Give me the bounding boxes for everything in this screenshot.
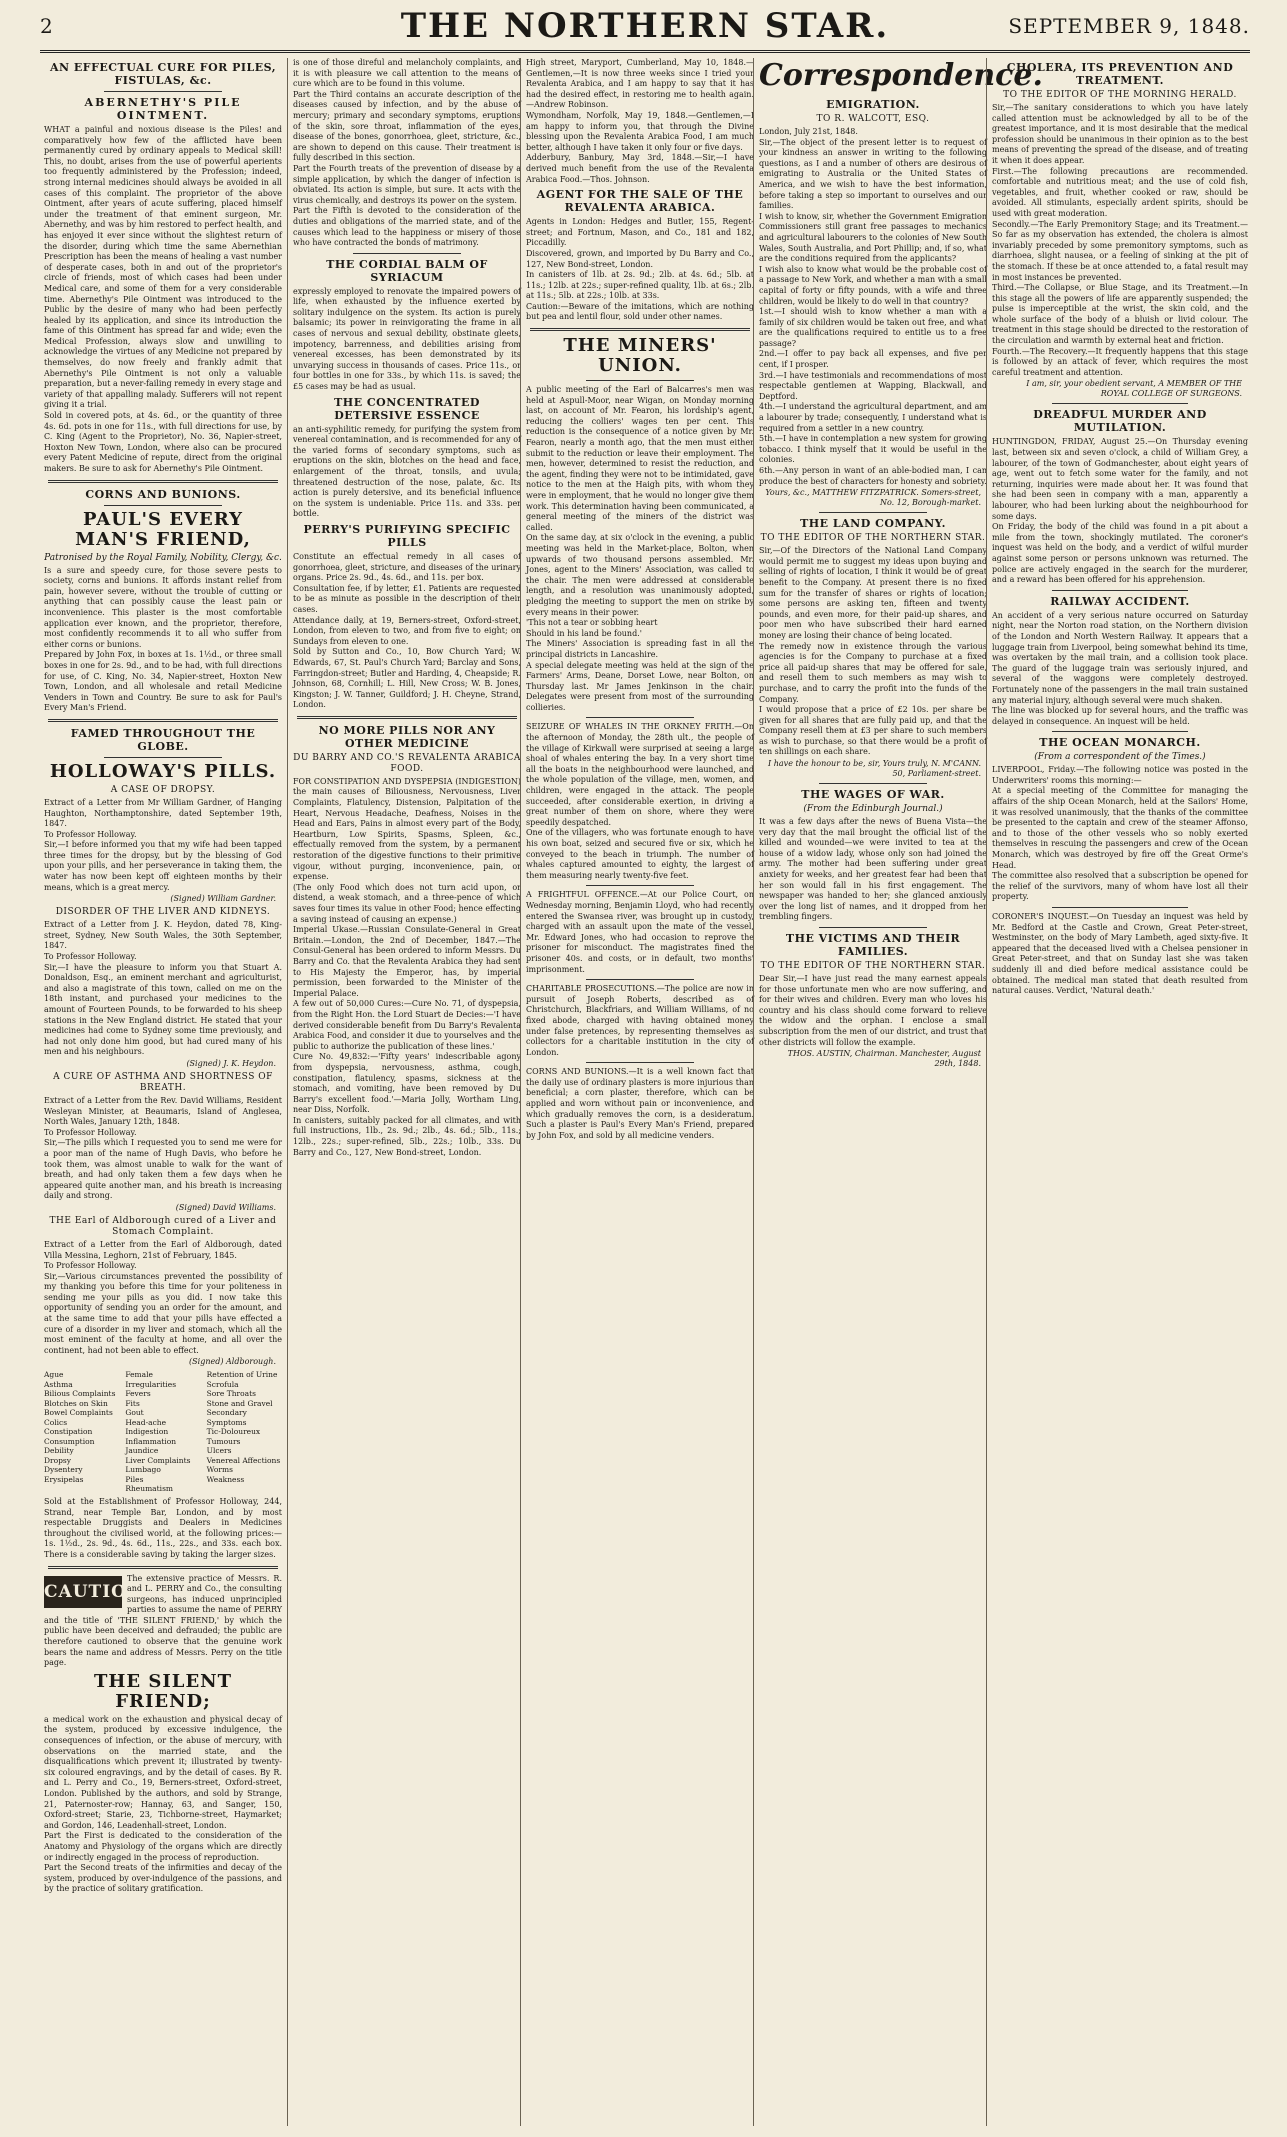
holloway-case-title: A CASE OF DROPSY. (110, 784, 216, 795)
emigration-headline: EMIGRATION. (826, 98, 920, 111)
complaint-item: Jaundice (125, 1446, 159, 1456)
earl-case-title: THE Earl of Aldborough cured of a Liver and Stomach Complaint. (49, 1215, 277, 1237)
liver-signature: (Signed) J. K. Heydon. (186, 1058, 276, 1068)
silent-friend-continued: is one of those direful and melancholy complaints, and it is with pleasure we call attention to the means of cure which are to be found in this volume. Part the Third contains an accurate description of the diseases caused by infection, and by the abuse of mercury; primary and secondary symptoms, eruptions of the skin, sore throat, inflammation of the eyes, disease of the bones, gonorrhoea, gleet, stricture, &c., are shown to depend on this cause. Their treatment is fully described in this section. Part the Fourth treats of the prevention of disease by a simple application, by which the danger of infection is obviated. Its action is simple, but sure. It acts with the virus chemically, and destroys its power on the system. Part the Fifth is devoted to the consideration of the duties and obligations of the married state, and of the causes which lead to the happiness or misery of those who have contracted the bonds of matrimony. (293, 58, 521, 248)
complaint-item: Secondary Symptoms (206, 1408, 247, 1427)
complaint-item: Sore Throats (206, 1389, 256, 1399)
emigration-address: TO R. WALCOTT, ESQ. (816, 114, 930, 124)
silent-friend-text: a medical work on the exhaustion and physical decay of the system, produced by excessive indulgence, the consequences of infection, or the abuse of mercury, with observations on the married state, and the disqualifications which prevent it; illustrated by twenty-six coloured engravings, and by the detail of cases. By R. and L. Perry and Co., 19, Berners-street, Oxford-street, London. Published by the authors, and sold by Strange, 21, Paternoster-row; Hannay, 63, and Sanger, 150, Oxford-street; Starie, 23, Tichborne-street, Haymarket; and Gordon, 146, Leadenhall-street, London. Part the First is dedicated to the consideration of the Anatomy and Physiology of the organs which are directly or indirectly engaged in the process of reproduction. Part the Second treats of the infirmities and decay of the system, produced by over-indulgence of the passions, and by the practice of solitary gratification. (44, 1714, 282, 1894)
divider (586, 1062, 694, 1063)
cordial-balm-headline: THE CORDIAL BALM OF SYRIACUM (326, 257, 488, 284)
complaint-item: Debility (44, 1446, 74, 1456)
cholera-signature: I am, sir, your obedient servant, A MEMBER OF THE ROYAL COLLEGE OF SURGEONS. (1026, 379, 1242, 399)
land-company-signature: I have the honour to be, sir, Yours truly, N. M'CANN. 50, Parliament-street. (768, 759, 981, 779)
cholera-letter-text: Sir,—The sanitary considerations to which you have lately called attention must be acknowledged by all to be of the greatest importance, and it is most desirable that the medical profession should be unanimous in their opinion as to the best means of preventing the spread of the disease, and of treating it when it does appear. First.—The following precautions are recommended. comfortable and nutritious meat; and the use of cold fish, vegetables, and fruit, whether cooked or raw, should be avoided. All stimulants, especially ardent spirits, should be used with great moderation. Secondly.—The Early Premonitory Stage; and its Treatment.—So far as my observation has extended, the cholera is almost invariably preceded by some premonitory symptoms, such as diarrhoea, slight nausea, or a feeling of sinking at the pit of the stomach. If these be at once attended to, a fatal result may in most instances be prevented. Third.—The Collapse, or Blue Stage, and its Treatment.—In this stage all the powers of life are apparently suspended; the pulse is imperceptible at the wrist, the skin cold, and the whole surface of the body of a bluish or livid colour. The treatment in this stage should be directed to the restoration of the circulation and warmth by external heat and friction. Fourth.—The Recovery.—It frequently happens that this stage is followed by an attack of fever, which requires the most careful treatment and attention. (992, 103, 1248, 377)
charities-article-text: CHARITABLE PROSECUTIONS.—The police are now in pursuit of Joseph Roberts, described as of Christchurch, Blackfriars, and William Williams, of no fixed abode, charged with having obtained money under false pretences, by representing themselves as collectors for a charitable institution in the city of London. (526, 984, 757, 1057)
railway-accident-text: An accident of a very serious nature occurred on Saturday night, near the Norton road station, on the Northern division of the London and North Western Railway. It appears that a luggage train from Liverpool, being somewhat behind its time, was overtaken by the mail train, and a collision took place. The guard of the luggage train was seriously injured, and several of the waggons were completely destroyed. Fortunately none of the passengers in the mail train sustained any material injury, although several were much shaken. The line was blocked up for several hours, and the traffic was delayed in consequence. An inquest will be held. (992, 610, 1248, 726)
railway-accident-headline: RAILWAY ACCIDENT. (1050, 594, 1190, 608)
victims-address: TO THE EDITOR OF THE NORTHERN STAR. (760, 961, 986, 971)
divider (586, 380, 694, 381)
divider (48, 1566, 278, 1569)
asthma-case-title: A CURE OF ASTHMA AND SHORTNESS OF BREATH. (53, 1071, 273, 1093)
caution-banner: CAUTION (44, 1576, 122, 1608)
holloway-sale-text: Sold at the Establishment of Professor Holloway, 244, Strand, near Temple Bar, London, and by most respectable Druggists and Dealers in Medicines throughout the civilised world, at the following prices:—1s. 1½d., 2s. 9d., 4s. 6d., 11s., 22s., and 33s. each box. There is a considerable saving by taking the larger sizes. (44, 1496, 285, 1559)
victims-text: Dear Sir,—I have just read the many earnest appeals for those unfortunate men who are now suffering, and for their wives and children. Every man who loves his country and his class should come forward to relieve the widow and the orphan. I enclose a small subscription from the men of our district, and trust that other districts will follow the example. (759, 974, 990, 1047)
complaint-item: Ague (44, 1370, 64, 1380)
victims-headline: THE VICTIMS AND THEIR FAMILIES. (785, 932, 961, 958)
police-article-text: A FRIGHTFUL OFFENCE.—At our Police Court, on Wednesday morning, Benjamin Lloyd, who had recently entered the Swansea river, was brought up in custody, charged with an assault upon the mate of the vessel, Mr. Edward Jones, who had occasion to reprove the prisoner for misconduct. The magistrates fined the prisoner 40s. and costs, or in default, two months' imprisonment. (526, 890, 757, 974)
complaint-item: Fits (125, 1398, 140, 1408)
revalenta-agents-headline: AGENT FOR THE SALE OF THE REVALENTA ARABICA. (536, 188, 744, 215)
page-number: 2 (40, 14, 53, 38)
detersive-essence-text: an anti-syphilitic remedy, for purifying the system from venereal contamination, and is recommended for any of the varied forms of secondary symptoms, such as eruptions on the skin, blotches on the head and face, enlargement of the throat, tonsils, and uvula; threatened destruction of the nose, palate, &c. Its action is purely detersive, and its beneficial influence on the system is undeniable. Price 11s. and 33s. per bottle. (293, 424, 524, 519)
newspaper-title: THE NORTHERN STAR. (400, 6, 890, 46)
complaint-item: Worms (206, 1465, 233, 1475)
complaint-item: Indigestion (125, 1427, 169, 1437)
land-company-text: Sir,—Of the Directors of the National Land Company would permit me to suggest my ideas upon buying and selling of rights of location, I think it would be of great benefit to the Company. At present there is no fixed sum for the transfer of shares or rights of location; some persons are asking ten, fifteen and twenty pounds, and even more, for their paid-up shares, and poor men who have subscribed their hard earned money are losing their chance of being located. The remedy now in existence through the various agencies is for the Company to purchase at a fixed price all paid-up shares that may be offered for sale, and resell them to such members as may wish to purchase, and to carry the profit into the funds of the Company. I would propose that a price of £2 10s. per share be given for all shares that are fully paid up, and that the Company resell them at £3 per share to such members as wish to purchase, so that there would be a profit of ten shillings on each share. (759, 546, 987, 757)
pauls-advert-text: Is a sure and speedy cure, for those severe pests to society, corns and bunions. It affords instant relief from pain, however severe, without the trouble of cutting or anything that can possibly cause the least pain or inconvenience. This plaster is the most comfortable application ever known, and the proprietor, therefore, most confidently recommends it to all who suffer from either corns or bunions. Prepared by John Fox, in boxes at 1s. 1½d., or three small boxes in one for 2s. 9d., and to be had, with full directions for use, of C. King, No. 34, Napier-street, Hoxton New Town, London, and all wholesale and retail Medicine Venders in Town and Country. Be sure to ask for Paul's Every Man's Friend. (44, 565, 282, 713)
divider (297, 716, 517, 719)
complaint-item: Bilious Complaints (44, 1389, 116, 1399)
coroner-inquest-text: CORONER'S INQUEST.—On Tuesday an inquest was held by Mr. Bedford at the Castle and Crown, Great Peter-street, Westminster, on the body of Mary Lambeth, aged sixty-five. It appeared that the deceased lived with a Chelsea pensioner in Great Peter-street, and that on Sunday last she was taken suddenly ill and died before medical assistance could be obtained. The medical man stated that death resulted from natural causes. Verdict, 'Natural death.' (992, 912, 1251, 996)
asthma-signature: (Signed) David Williams. (175, 1202, 276, 1212)
complaints-list (44, 1370, 282, 1494)
issue-date: SEPTEMBER 9, 1848. (1008, 14, 1250, 38)
emigration-signature: Yours, &c., MATTHEW FITZPATRICK. Somers-street, No. 12, Borough-market. (765, 488, 981, 508)
divider (104, 91, 222, 92)
silent-friend-headline: THE SILENT FRIEND; (93, 1670, 233, 1712)
revalenta-advert-text: FOR CONSTIPATION AND DYSPEPSIA (INDIGESTION) the main causes of Biliousness, Nervousness, Liver Complaints, Flatulency, Distension, Palpitation of the Heart, Nervous Headache, Deafness, Noises in the Head and Ears, Pains in almost every part of the Body, Heartburn, Low Spirits, Spasms, Spleen, &c., effectually removed from the system, by a permanent restoration of the digestive functions to their primitive vigour, without purging, inconvenience, pain, or expense. (The only Food which does not turn acid upon, or distend, a weak stomach, and a three-pence of which saves four times its value in other Food; hence effecting a saving instead of causing an expense.) Imperial Ukase.—Russian Consulate-General in Great Britain.—London, the 2nd of December, 1847.—The Consul-General has been ordered to inform Messrs. Du Barry and Co. that the Revalenta Arabica they had sent to His Majesty the Emperor, has, by imperial permission, been forwarded to the Minister of the Imperial Palace. A few out of 50,000 Cures:—Cure No. 71, of dyspepsia, from the Right Hon. the Lord Stuart de Decies:—'I have derived considerable benefit from Du Barry's Revalenta Arabica Food, and consider it due to yourselves and the public to authorize the publication of these lines.' (293, 776, 521, 1051)
land-company-headline: THE LAND COMPANY. (800, 517, 946, 531)
complaint-item: Consumption (44, 1436, 95, 1446)
divider (1052, 403, 1188, 404)
land-company-address: TO THE EDITOR OF THE NORTHERN STAR. (760, 533, 986, 544)
corns-headline: CORNS AND BUNIONS. (85, 487, 241, 501)
divider (104, 757, 222, 758)
complaint-item: Blotches on Skin (44, 1398, 108, 1408)
wages-of-war-source: (From the Edinburgh Journal.) (803, 804, 943, 815)
corns-notice-text: CORNS AND BUNIONS.—It is a well known fact that the daily use of ordinary plasters is more injurious than beneficial; a corn plaster, therefore, which can be applied and worn without pain or inconvenience, and which gradually removes the corn, is a desideratum. Such a plaster is Paul's Every Man's Friend, prepared by John Fox, and sold by all medicine venders. (526, 1067, 757, 1140)
divider (1052, 907, 1188, 908)
holloway-dropsy-text: Extract of a Letter from Mr William Gardner, of Hanging Haughton, Northamptonshire, dated September 19th, 1847. To Professor Holloway. Sir,—I before informed you that my wife had been tapped three times for the dropsy, but by the blessing of God upon your pills, and her perseverance in taking them, the water has now been kept off eighteen months by their means, which is a great mercy. (44, 797, 282, 892)
divider (104, 505, 222, 506)
complaint-item: Piles (125, 1474, 144, 1484)
complaint-item: Lumbago (125, 1465, 161, 1475)
complaint-item: Ulcers (206, 1446, 232, 1456)
holloway-headline: HOLLOWAY'S PILLS. (49, 760, 277, 782)
column-1 (44, 58, 285, 2126)
whales-article-text: SEIZURE OF WHALES IN THE ORKNEY FRITH.—On the afternoon of Monday, the 28th ult., the people of the village of Kirkwall were surprised at seeing a large shoal of whales entering the bay. In a very short time all the boats in the neighbourhood were launched, and the whole population of the village, men, women, and children, were engaged in the attack. The people succeeded, after considerable exertion, in driving a great number of them on shore, where they were speedily despatched. One of the villagers, who was fortunate enough to have his own boat, seized and secured five or six, which he conveyed to the beach in triumph. The number of whales captured amounted to eighty, the largest of them measuring nearly twenty-five feet. (526, 722, 754, 880)
complaint-item: Head-ache (125, 1417, 167, 1427)
wages-of-war-headline: THE WAGES OF WAR. (801, 788, 945, 802)
wages-of-war-text: It was a few days after the news of Buena Vista—the very day that the mail brought the official list of the killed and wounded—we were invited to tea at the house of a widow lady, whose only son had joined the army. The mother had been suffering under great anxiety for weeks, and her greatest fear had been that her son would fall in his first engagement. The newspaper was handed to her; she glanced anxiously over the long list of names, and it dropped from her trembling fingers. (759, 817, 990, 922)
emigration-letter-text: London, July 21st, 1848. Sir,—The object of the present letter is to request of your kindness an answer in writing to the following questions, as I and a number of others are desirous of emigrating to Australia or the United States of America, and we wish to have the best information, before taking a step so important to ourselves and our families. I wish to know, sir, whether the Government Emigration Commissioners still grant free passages to mechanics and agricultural labourers to the colonies of New South Wales, South Australia, and Port Phillip; and, if so, what are the conditions required from the applicants? I wish also to know what would be the probable cost of a passage to New York, and whether a man with a small capital of forty or fifty pounds, with a wife and three children, would be likely to do well in that country? 1st.—I should wish to know whether a man with a family of six children would be taken out free, and what are the qualifications required to entitle us to a free passage? 2nd.—I offer to pay back all expenses, and five per cent, if I prosper. 3rd.—I have testimonials and recommendations of most respectable gentlemen at Wapping, Blackwall, and Deptford. 4th.—I understand the agricultural department, and am a labourer by trade; consequently, I understand what is required from a settler in a new country. 5th.—I have in contemplation a new system for growing tobacco. I think myself that it would be useful in the colonies. 6th.—Any person in want of an able-bodied man, I can produce the best of characters for honesty and sobriety. (759, 127, 987, 486)
holloway-signature: (Signed) William Gardner. (170, 894, 276, 904)
caution-text: The extensive practice of Messrs. R. and L. PERRY and Co., the consulting surgeons, has induced unprincipled parties to assume the name of PERRY and the title of 'THE SILENT FRIEND,' by which the public have been deceived and defrauded; the public are therefore cautioned to observe that the genuine work bears the name and address of Messrs. Perry on the title page. (44, 1573, 285, 1668)
complaint-item: Colics (44, 1417, 68, 1427)
piles-subhead: ABERNETHY'S PILE OINTMENT. (84, 96, 242, 122)
piles-headline: AN EFFECTUAL CURE FOR PILES, FISTULAS, &c. (49, 61, 277, 87)
earl-signature: (Signed) Aldborough. (189, 1357, 276, 1367)
divider (1052, 731, 1188, 732)
liver-case-title: DISORDER OF THE LIVER AND KIDNEYS. (55, 907, 271, 918)
victims-signature: THOS. AUSTIN, Chairman. Manchester, August 29th, 1848. (787, 1049, 981, 1069)
complaint-item: Rheumatism (125, 1484, 174, 1494)
no-more-pills-headline: NO MORE PILLS NOR ANY OTHER MEDICINE (318, 723, 496, 750)
complaint-item: Bowel Complaints (44, 1408, 113, 1418)
column-4 (753, 58, 1043, 2126)
complaint-item: Venereal Affections (206, 1455, 281, 1465)
complaint-item: Liver Complaints (125, 1455, 191, 1465)
complaint-item: Asthma (44, 1379, 73, 1389)
complaint-item: Stone and Gravel (206, 1398, 273, 1408)
specific-pills-headline: PERRY'S PURIFYING SPECIFIC PILLS (303, 522, 511, 549)
complaint-item: Inflammation (125, 1436, 177, 1446)
complaint-item: Dropsy (44, 1455, 72, 1465)
complaint-item: Dysentery (44, 1465, 83, 1475)
cholera-headline: CHOLERA, ITS PREVENTION AND TREATMENT. (1006, 61, 1234, 87)
divider (586, 717, 694, 718)
cordial-balm-text: expressly employed to renovate the impaired powers of life, when exhausted by the influence exerted by solitary indulgence on the system. Its action is purely balsamic; its power in reinvigorating the frame in all cases of nervous and sexual debility, obstinate gleets, impotency, barrenness, and debilities arising from venereal excesses, has been demonstrated by its unvarying success in thousands of cases. Price 11s., or four bottles in one for 33s., by which 11s. is saved; the £5 cases may be had as usual. (293, 286, 524, 392)
complaint-item: Retention of Urine (206, 1370, 278, 1380)
divider (586, 979, 694, 980)
complaint-item: Weakness (206, 1474, 245, 1484)
divider (48, 480, 278, 483)
divider (530, 328, 750, 331)
divider (819, 783, 927, 784)
miners-union-headline: THE MINERS' UNION. (563, 335, 717, 377)
ocean-monarch-source: (From a correspondent of the Times.) (1034, 752, 1206, 763)
cholera-address: TO THE EDITOR OF THE MORNING HERALD. (1003, 90, 1237, 100)
ocean-monarch-text: LIVERPOOL, Friday.—The following notice was posted in the Underwriters' rooms this morning:— At a special meeting of the Committee for managing the affairs of the ship Ocean Monarch, held at the Sailors' Home, it was resolved unanimously, that the thanks of the committee be presented to the captain and crew of the steamer Affonso, and to those of the other vessels who so nobly exerted themselves in rescuing the passengers and crew of the Ocean Monarch, which was destroyed by fire off the Great Orme's Head. The committee also resolved that a subscription be opened for the relief of the survivors, many of whom have lost all their property. (992, 765, 1248, 902)
column-3 (520, 58, 757, 2126)
divider (1052, 590, 1188, 591)
divider (819, 512, 927, 513)
complaint-item: Tic-Doloureux (206, 1427, 261, 1437)
complaint-item: Erysipelas (44, 1474, 84, 1484)
divider (586, 885, 694, 886)
complaint-item: Female Irregularities (125, 1370, 177, 1389)
complaint-item: Gout (125, 1408, 144, 1418)
liver-case-text: Extract of a Letter from J. K. Heydon, dated 78, King-street, Sydney, New South Wales, the 30th September, 1847. To Professor Holloway. Sir,—I have the pleasure to inform you that Stuart A. Donaldson, Esq., an eminent merchant and agriculturist, and also a magistrate of this town, called on me on the 18th instant, and purchased your medicines to the amount of Fourteen Pounds, to be forwarded to his sheep stations in the New England district. He stated that your medicines had come to Sydney some time previously, and had not only done him good, but had cured many of his men and his neighbours. (44, 920, 282, 1057)
murder-headline: DREADFUL MURDER AND MUTILATION. (1033, 408, 1207, 435)
complaint-item: Constipation (44, 1427, 93, 1437)
murder-article-text: HUNTINGDON, FRIDAY, August 25.—On Thursday evening last, between six and seven o'clock, a child of William Grey, a labourer, of the town of Godmanchester, about eight years of age, went out to fetch some water for the family, and not returning, inquiries were made about her. It was found that she had been seen in company with a man, apparently a labourer, who had been lurking about the neighbourhood for some days. On Friday, the body of the child was found in a pit about a mile from the town, shockingly mutilated. The coroner's inquest was held on the body, and a verdict of wilful murder against some person or persons unknown was returned. The police are actively engaged in the search for the murderer, and a reward has been offered for his apprehension. (992, 437, 1248, 585)
revalenta-cures-text: Cure No. 49,832:—'Fifty years' indescribable agony from dyspepsia, nervousness, asthma, cough, constipation, flatulency, spasms, sickness at the stomach, and vomiting, have been removed by Du Barry's excellent food.'—Maria Jolly, Wortham Ling, near Diss, Norfolk. In canisters, suitably packed for all climates, and with full instructions, 1lb., 2s. 9d.; 2lb., 4s. 6d.; 5lb., 11s.; 12lb., 22s.; super-refined, 5lb., 22s.; 10lb., 33s. Du Barry and Co., 127, New Bond-street, London. (293, 1052, 521, 1157)
famed-headline: FAMED THROUGHOUT THE GLOBE. (70, 726, 256, 753)
divider (819, 927, 927, 928)
complaint-item: Fevers (125, 1389, 151, 1399)
correspondence-headline: Correspondence. (759, 58, 1043, 93)
revalenta-agents-text: Agents in London: Hedges and Butler, 155, Regent-street; and Fortnum, Mason, and Co., 181 and 182, Piccadilly. Discovered, grown, and imported by Du Barry and Co., 127, New Bond-street, London. In canisters of 1lb. at 2s. 9d.; 2lb. at 4s. 6d.; 5lb. at 11s.; 12lb. at 22s.; super-refined quality, 1lb. at 6s.; 2lb. at 11s.; 5lb. at 22s.; 10lb. at 33s. Caution:—Beware of the imitations, which are nothing but pea and lentil flour, sold under other names. (526, 217, 754, 322)
complaint-item: Scrofula (206, 1379, 239, 1389)
earl-case-text: Extract of a Letter from the Earl of Aldborough, dated Villa Messina, Leghorn, 21st of February, 1845. To Professor Holloway. Sir,—Various circumstances prevented the possibility of my thanking you before this time for your politeness in sending me your pills as you did. I now take this opportunity of sending you an order for the amount, and at the same time to add that your pills have effected a cure of a disorder in my liver and stomach, which all the most eminent of the faculty at home, and all over the continent, had not been able to effect. (44, 1239, 282, 1355)
column-2 (287, 58, 524, 2126)
divider (353, 253, 461, 254)
masthead (40, 6, 1250, 53)
revalenta-subhead: DU BARRY AND CO.'S REVALENTA ARABICA FOOD. (293, 752, 521, 774)
detersive-essence-headline: THE CONCENTRATED DETERSIVE ESSENCE (334, 395, 480, 422)
pauls-patronage: Patronised by the Royal Family, Nobility, Clergy, &c. (44, 552, 282, 563)
pauls-headline: PAUL'S EVERY MAN'S FRIEND, (75, 508, 251, 550)
divider (48, 719, 278, 722)
asthma-case-text: Extract of a Letter from the Rev. David Williams, Resident Wesleyan Minister, at Beaumaris, Island of Anglesea, North Wales, January 12th, 1848. To Professor Holloway. Sir,—The pills which I requested you to send me were for a poor man of the name of Hugh Davis, who before he took them, was almost unable to walk for the want of breath, and had only taken them a few days when he appeared quite another man, and his breath is increasing daily and strong. (44, 1095, 282, 1201)
specific-pills-text: Constitute an effectual remedy in all cases of gonorrhoea, gleet, stricture, and diseases of the urinary organs. Price 2s. 9d., 4s. 6d., and 11s. per box. Consultation fee, if by letter, £1. Patients are requested to be as minute as possible in the description of their cases. Attendance daily, at 19, Berners-street, Oxford-street, London, from eleven to two, and from five to eight; on Sundays from eleven to one. Sold by Sutton and Co., 10, Bow Church Yard; W. Edwards, 67, St. Paul's Church Yard; Barclay and Sons, Farringdon-street; Butler and Harding, 4, Cheapside; R. Johnson, 68, Cornhill; L. Hill, New Cross; W. B. Jones, Kingston; J. W. Tanner, Guildford; J. H. Cheyne, Strand, London. (293, 551, 521, 710)
column-5 (986, 58, 1251, 2126)
ocean-monarch-headline: THE OCEAN MONARCH. (1039, 736, 1201, 750)
revalenta-testimonials: High street, Maryport, Cumberland, May 10, 1848.—Gentlemen,—It is now three weeks since I tried your Revalenta Arabica, and I am happy to say that it has had the desired effect, in restoring me to health again.—Andrew Robinson. Wymondham, Norfolk, May 19, 1848.—Gentlemen,—I am happy to inform you, that through the Divine blessing upon the Revalenta Arabica Food, I am much better, although I have taken it only four or five days. Adderbury, Banbury, May 3rd, 1848.—Sir,—I have derived much benefit from the use of the Revalenta Arabica Food.—Thos. Johnson. (526, 58, 754, 184)
piles-advert-text: WHAT a painful and noxious disease is the Piles! and comparatively how few of the afflicted have been permanently cured by ordinary appeals to Medical skill! This, no doubt, arises from the use of powerful aperients too frequently administered by the Profession; indeed, strong internal medicines should always be avoided in all cases of this complaint. The proprietor of the above Ointment, after years of acute suffering, placed himself under the treatment of that eminent surgeon, Mr. Abernethy, and was by him restored to perfect health, and has enjoyed it ever since without the slightest return of the disorder, during which time the same Abernethian Prescription has been the means of healing a vast number of desperate cases, both in and out of the proprietor's circle of friends, most of which cases had been under Medical care, and some of them for a very considerable time. Abernethy's Pile Ointment was introduced to the Public by the desire of many who had been perfectly healed by its application, and since its introduction the fame of this Ointment has spread far and wide; even the Medical Profession, always slow and unwilling to acknowledge the virtues of any Medicine not prepared by themselves, do now freely and frankly admit that Abernethy's Pile Ointment is not only a valuable preparation, but a never-failing remedy in every stage and variety of that appalling malady. Sufferers will not repent giving it a trial. Sold in covered pots, at 4s. 6d., or the quantity of three 4s. 6d. pots in one for 11s., with full directions for use, by C. King (Agent to the Proprietor), No. 36, Napier-street, Hoxton New Town, London, where also can be procured every Patent Medicine of repute, direct from the original makers. Be sure to ask for Abernethy's Pile Ointment. (44, 125, 282, 473)
complaint-item: Tumours (206, 1436, 241, 1446)
miners-union-text: A public meeting of the Earl of Balcarres's men was held at Aspull-Moor, near Wigan, on Monday morning last, on account of Mr. Fearon, his lordship's agent, reducing the colliers' wages ten per cent. This reduction is the consequence of a notice given by Mr. Fearon, nearly a month ago, that the men must either submit to the reduction or leave their employment. The men, however, determined to resist the reduction, and the agent, finding they were not to be intimidated, gave notice to the men at the Haigh pits, with whom they were in employment, that he would no longer give them work. This determination having been communicated, a general meeting of the miners of the district was called. On the same day, at six o'clock in the evening, a public meeting was held in the Market-place, Bolton, when upwards of two thousand persons assembled. Mr. Jones, agent to the Miners' Association, was called to the chair. The men were addressed at considerable length, and a resolution was unanimously adopted, pledging the meeting to support the men on strike by every means in their power. 'This not a tear or sobbing heart Should in his land be found.' The Miners' Association is spreading fast in all the principal districts in Lancashire. A special delegate meeting was held at the sign of the Farmers' Arms, Deane, Dorset Lowe, near Bolton, on Thursday last. Mr James Jenkinson in the chair. Delegates were present from most of the surrounding collieries. (526, 385, 754, 712)
